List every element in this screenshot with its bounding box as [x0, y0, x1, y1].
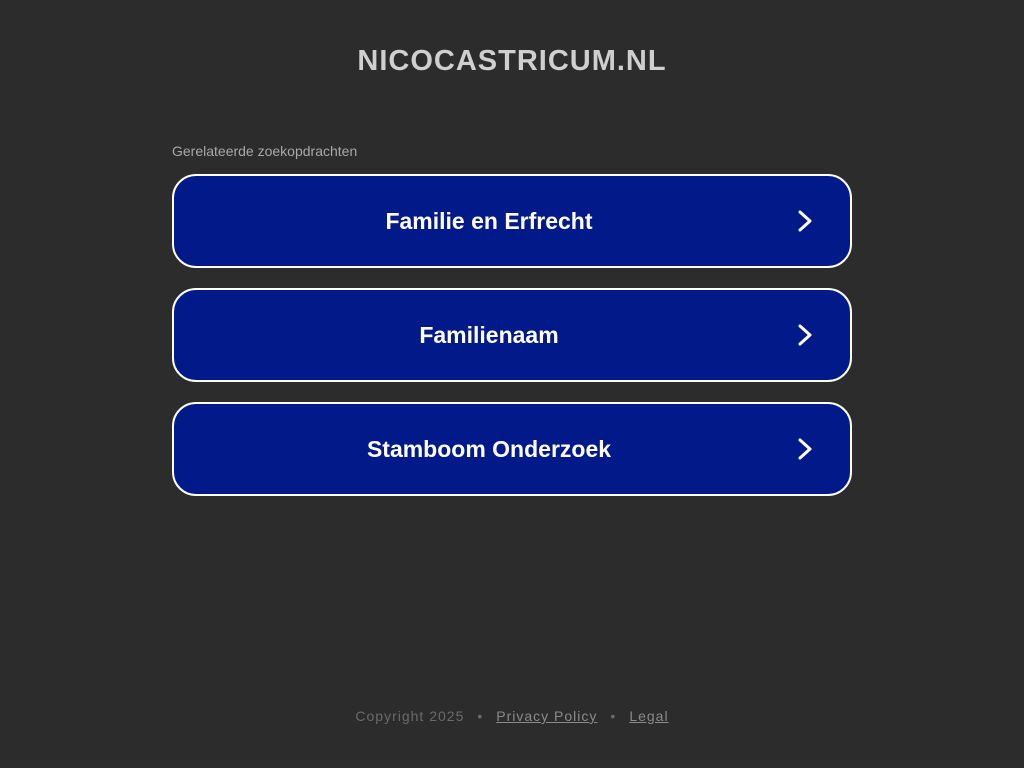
chevron-right-icon — [794, 210, 816, 232]
related-link-label: Familienaam — [419, 322, 559, 348]
chevron-right-icon — [794, 438, 816, 460]
related-link-stamboom-onderzoek[interactable] — [172, 402, 852, 496]
privacy-policy-link[interactable]: Privacy Policy — [496, 708, 598, 724]
related-links-list — [172, 174, 852, 516]
site-title: NICOCASTRICUM.NL — [357, 45, 667, 77]
related-link-familie-en-erfrecht[interactable] — [172, 174, 852, 268]
chevron-right-icon — [794, 324, 816, 346]
copyright-text: Copyright 2025 — [355, 708, 465, 724]
footer-separator: • — [610, 708, 617, 724]
footer — [0, 707, 1024, 725]
footer-separator: • — [477, 708, 484, 724]
related-link-label: Stamboom Onderzoek — [366, 436, 612, 462]
related-link-label: Familie en Erfrecht — [385, 208, 593, 234]
related-searches-label: Gerelateerde zoekopdrachten — [172, 143, 358, 159]
legal-link[interactable]: Legal — [629, 708, 669, 724]
related-link-familienaam[interactable] — [172, 288, 852, 382]
